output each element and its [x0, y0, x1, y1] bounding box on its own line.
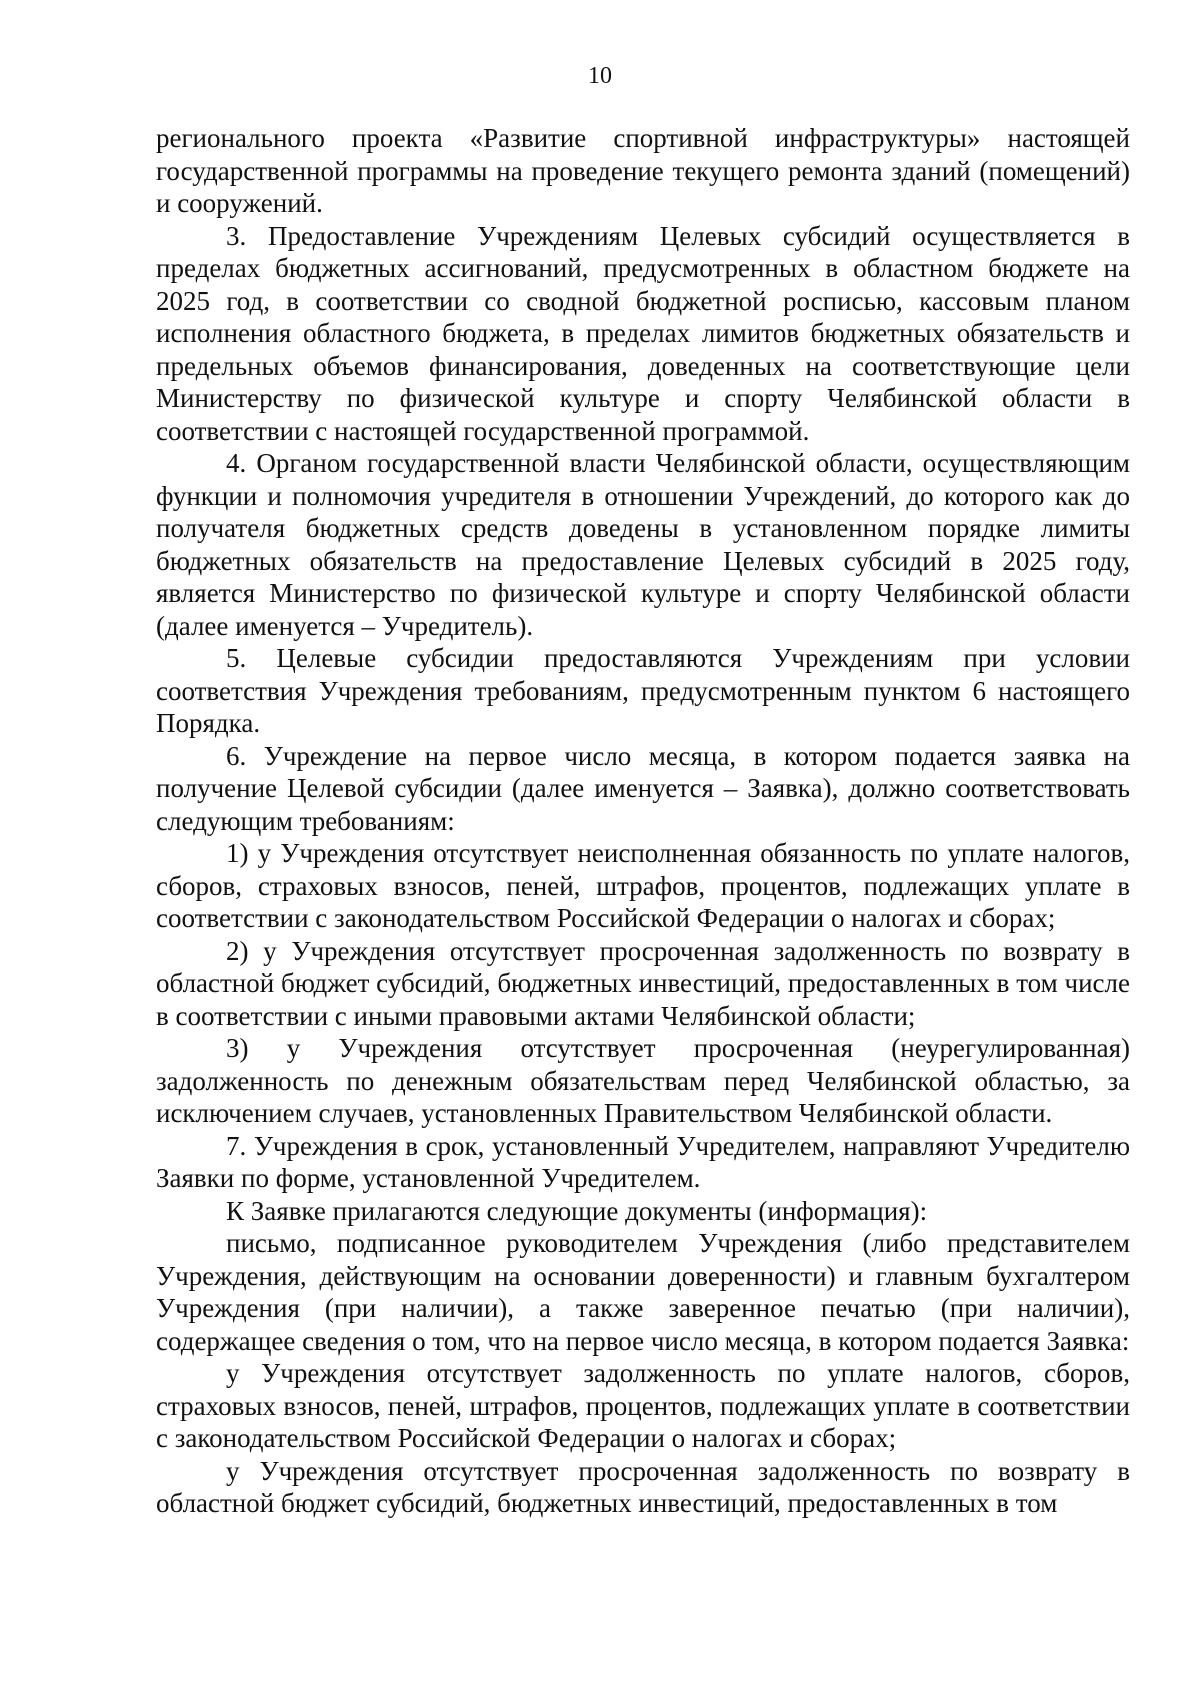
- paragraph-7: 7. Учреждения в срок, установленный Учредителем, направляют Учредителю Заявки по форме, установленной Учредителем.: [156, 1130, 1130, 1193]
- page-number: 10: [588, 63, 612, 89]
- paragraph-7-letter: письмо, подписанное руководителем Учреждения (либо представителем Учреждения, действующим на основании доверенности) и главным бухгалтером Учреждения (при наличии), а также заверенное печатью (при наличии), содержащее сведения о том, что на первое число месяца, в котором подается Заявка:: [156, 1228, 1130, 1356]
- paragraph-7-condition-debt: у Учреждения отсутствует просроченная задолженность по возврату в областной бюджет субсидий, бюджетных инвестиций, предоставленных в том: [156, 1455, 1130, 1518]
- paragraph-7-attachments-intro: К Заявке прилагаются следующие документы (информация):: [226, 1195, 928, 1226]
- paragraph-continuation: регионального проекта «Развитие спортивной инфраструктуры» настоящей государственной программы на проведение текущего ремонта зданий (помещений) и сооружений.: [156, 123, 1130, 218]
- paragraph-6-item-2: 2) у Учреждения отсутствует просроченная задолженность по возврату в областной бюджет субсидий, бюджетных инвестиций, предоставленных в том числе в соответствии с иными правовыми актами Челябинской области;: [156, 935, 1130, 1031]
- paragraph-6-item-3: 3) у Учреждения отсутствует просроченная (неурегулированная) задолженность по денежным обязательствам перед Челябинской областью, за исключением случаев, установленных Правительством Челябинской области.: [156, 1033, 1130, 1128]
- paragraph-4: 4. Органом государственной власти Челябинской области, осуществляющим функции и полномочия учредителя в отношении Учреждений, до которого как до получателя бюджетных средств доведены в установленном порядке лимиты бюджетных обязательств на предоставление Целевых субсидий в 2025 году, является Министерство по физической культуре и спорту Челябинской области (далее именуется – Учредитель).: [156, 448, 1130, 641]
- document-body: [156, 122, 1130, 1520]
- paragraph-6-item-1: 1) у Учреждения отсутствует неисполненная обязанность по уплате налогов, сборов, страховых взносов, пеней, штрафов, процентов, подлежащих уплате в соответствии с законодательством Российской Федерации о налогах и сборах;: [156, 838, 1130, 933]
- paragraph-3: 3. Предоставление Учреждениям Целевых субсидий осуществляется в пределах бюджетных ассигнований, предусмотренных в областном бюджете на 2025 год, в соответствии со сводной бюджетной росписью, кассовым планом исполнения областного бюджета, в пределах лимитов бюджетных обязательств и предельных объемов финансирования, доведенных на соответствующие цели Министерству по физической культуре и спорту Челябинской области в соответствии с настоящей государственной программой.: [156, 220, 1130, 446]
- paragraph-6: 6. Учреждение на первое число месяца, в котором подается заявка на получение Целевой субсидии (далее именуется – Заявка), должно соответствовать следующим требованиям:: [156, 740, 1130, 836]
- paragraph-5: 5. Целевые субсидии предоставляются Учреждениям при условии соответствия Учреждения требованиям, предусмотренным пунктом 6 настоящего Порядка.: [156, 643, 1130, 738]
- paragraph-7-condition-taxes: у Учреждения отсутствует задолженность по уплате налогов, сборов, страховых взносов, пеней, штрафов, процентов, подлежащих уплате в соответствии с законодательством Российской Федерации о налогах и сборах;: [156, 1358, 1130, 1453]
